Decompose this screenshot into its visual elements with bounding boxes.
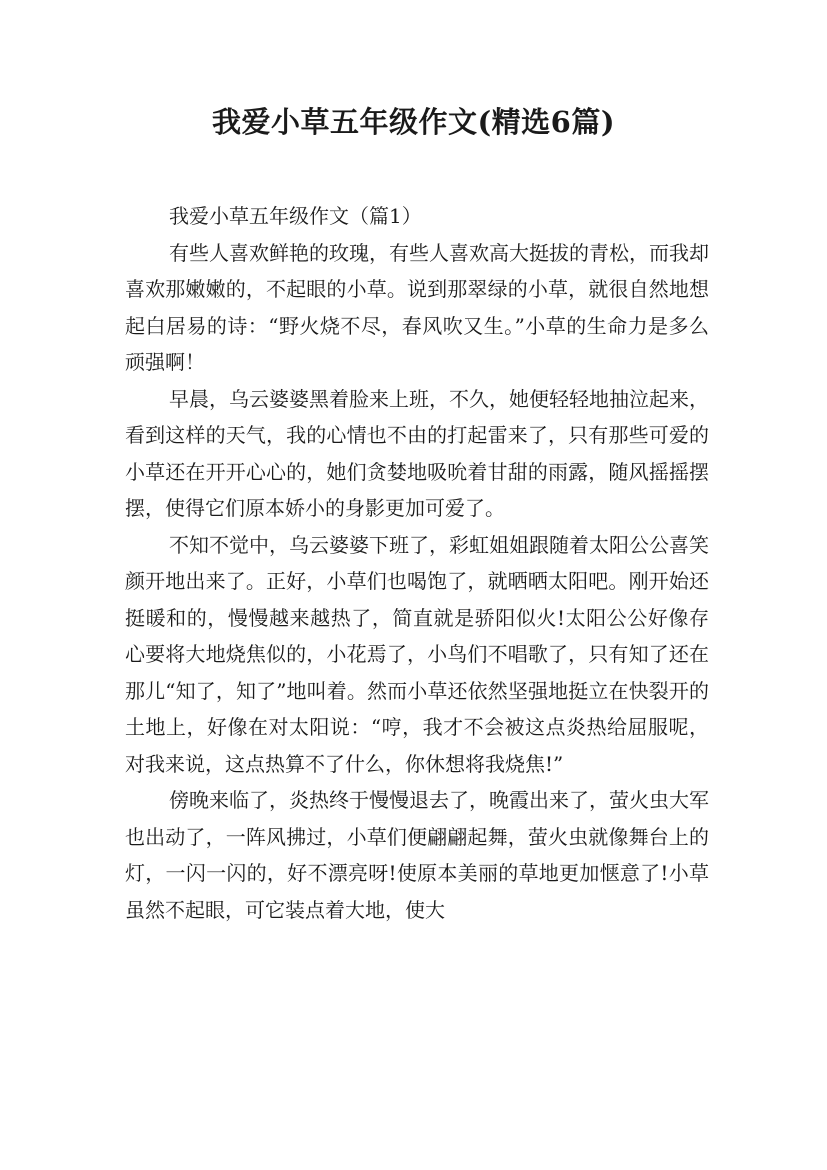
section-heading: 我爱小草五年级作文（篇1） [169,204,422,228]
document-title: 我爱小草五年级作文(精选6篇) [211,105,616,139]
paragraph-2: 早晨，乌云婆婆黑着脸来上班，不久，她便轻轻地抽泣起来，看到这样的天气，我的心情也不由的打起雷来了，只有那些可爱的小草还在开开心心的，她们贪婪地吸吮着甘甜的雨露，随风摇摇摆摆，使得它们原本娇小的身影更加可爱了。 [125,386,709,520]
paragraph-3: 不知不觉中，乌云婆婆下班了，彩虹姐姐跟随着太阳公公喜笑颜开地出来了。正好，小草们也喝饱了，就晒晒太阳吧。刚开始还挺暖和的，慢慢越来越热了，简直就是骄阳似火!太阳公公好像存心要将大地烧焦似的，小花焉了，小鸟们不唱歌了，只有知了还在那儿“知了，知了”地叫着。然而小草还依然坚强地挺立在快裂开的土地上，好像在对太阳说：“哼，我才不会被这点炎热给屈服呢，对我来说，这点热算不了什么，你休想将我烧焦!” [125,532,709,776]
paragraph-1: 有些人喜欢鲜艳的玫瑰，有些人喜欢高大挺拔的青松，而我却喜欢那嫩嫩的，不起眼的小草。说到那翠绿的小草，就很自然地想起白居易的诗：“野火烧不尽，春风吹又生。”小草的生命力是多么顽强啊！ [125,240,709,374]
paragraph-4: 傍晚来临了，炎热终于慢慢退去了，晚霞出来了，萤火虫大军也出动了，一阵风拂过，小草们便翩翩起舞，萤火虫就像舞台上的灯，一闪一闪的，好不漂亮呀!使原本美丽的草地更加惬意了!小草虽然不起眼，可它装点着大地，使大 [125,788,709,922]
document-body [125,198,709,928]
